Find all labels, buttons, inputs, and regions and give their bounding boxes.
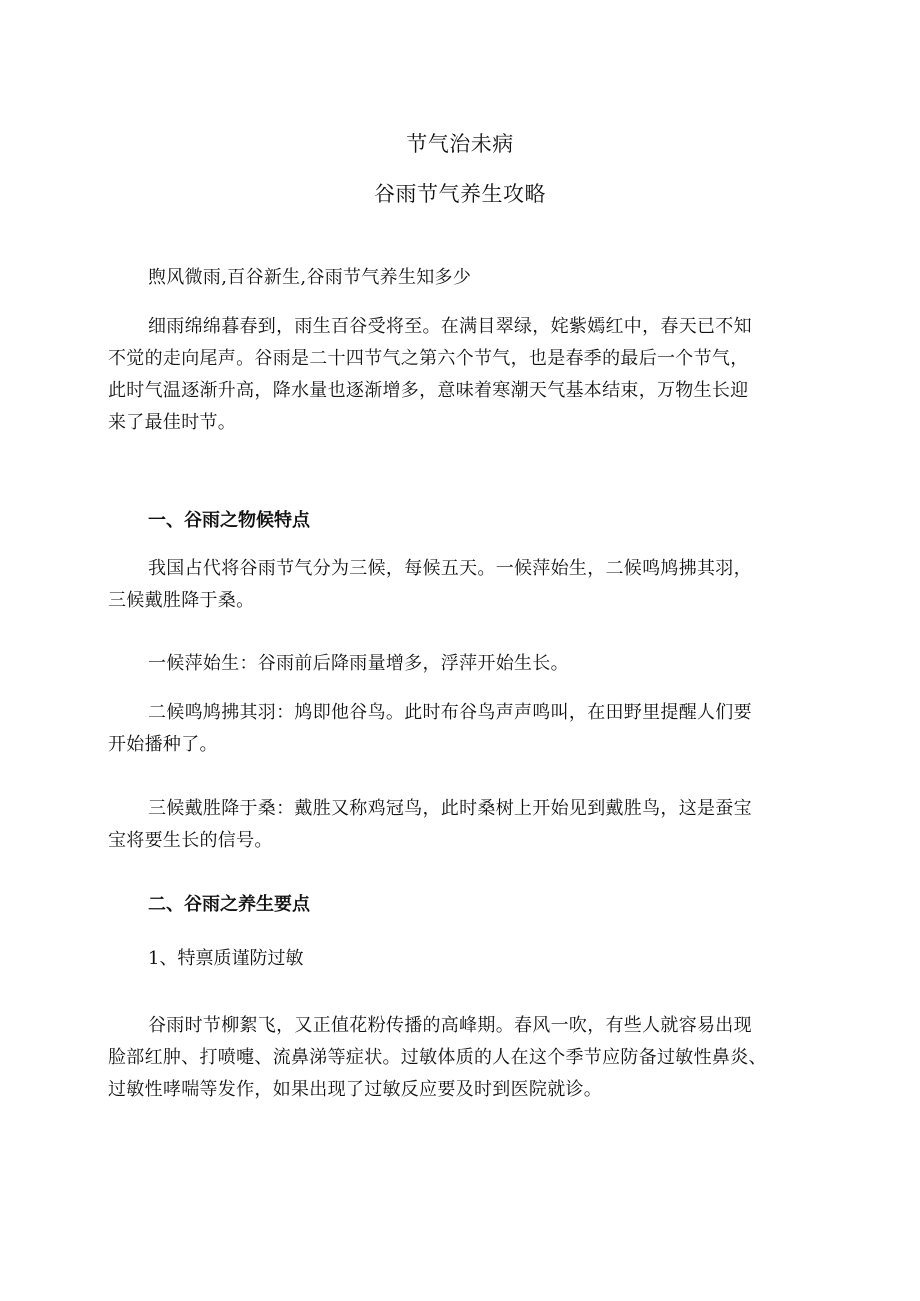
section1-paragraph4: [108, 793, 838, 857]
section1-para1-line: 三候戴胜降于桑。: [108, 590, 255, 611]
section2-para1-line: 过敏性哮喘等发作，如果出现了过敏反应要及时到医院就诊。: [108, 1079, 603, 1100]
section1-heading: 一、谷雨之物候特点: [148, 510, 310, 531]
section1-para3-line: 开始播种了。: [108, 734, 218, 755]
intro-heading: [108, 262, 838, 294]
section2-para1-line: 谷雨时节柳絮飞，又正值花粉传播的高峰期。春风一吹，有些人就容易出现: [148, 1015, 752, 1036]
intro-paragraph: [108, 311, 838, 439]
section1-paragraph2: [108, 648, 838, 680]
section2-paragraph1: [108, 1010, 838, 1106]
section1-para3-line: 二候鸣鸠拂其羽：鸠即他谷鸟。此时布谷鸟声声鸣叫，在田野里提醒人们要: [148, 702, 752, 723]
section1-para1-line: 我国占代将谷雨节气分为三候，每候五天。一候萍始生，二候鸣鸠拂其羽，: [148, 558, 752, 579]
section2-heading: 二、谷雨之养生要点: [148, 894, 310, 915]
section2-subheading1: 1、特禀质谨防过敏: [148, 948, 304, 969]
intro-line: 不觉的走向尾声。谷雨是二十四节气之第六个节气，也是春季的最后一个节气，: [108, 348, 749, 369]
section1-para4-line: 三候戴胜降于桑：戴胜又称鸡冠鸟，此时桑树上开始见到戴胜鸟，这是蚕宝: [148, 798, 752, 819]
document-title-line2: 谷雨节气养生攻略: [374, 182, 546, 206]
intro-heading-text: 煦风微雨,百谷新生,谷雨节气养生知多少: [148, 267, 472, 288]
intro-line: 此时气温逐渐升高，降水量也逐渐增多，意味着寒潮天气基本结束，万物生长迎: [108, 380, 749, 401]
intro-line: 细雨绵绵暮春到，雨生百谷受将至。在满目翠绿，姹紫嫣红中，春天已不知: [148, 316, 752, 337]
section2-para1-line: 脸部红肿、打喷嚏、流鼻涕等症状。过敏体质的人在这个季节应防备过敏性鼻炎、: [108, 1047, 767, 1068]
section1-para2-line: 一候萍始生：谷雨前后降雨量增多，浮萍开始生长。: [148, 653, 569, 674]
section1-para4-line: 宝将要生长的信号。: [108, 830, 273, 851]
intro-line: 来了最佳时节。: [108, 412, 237, 433]
document-title-line1: 节气治未病: [406, 132, 514, 156]
section1-paragraph1: [108, 553, 838, 617]
section1-paragraph3: [108, 697, 838, 761]
